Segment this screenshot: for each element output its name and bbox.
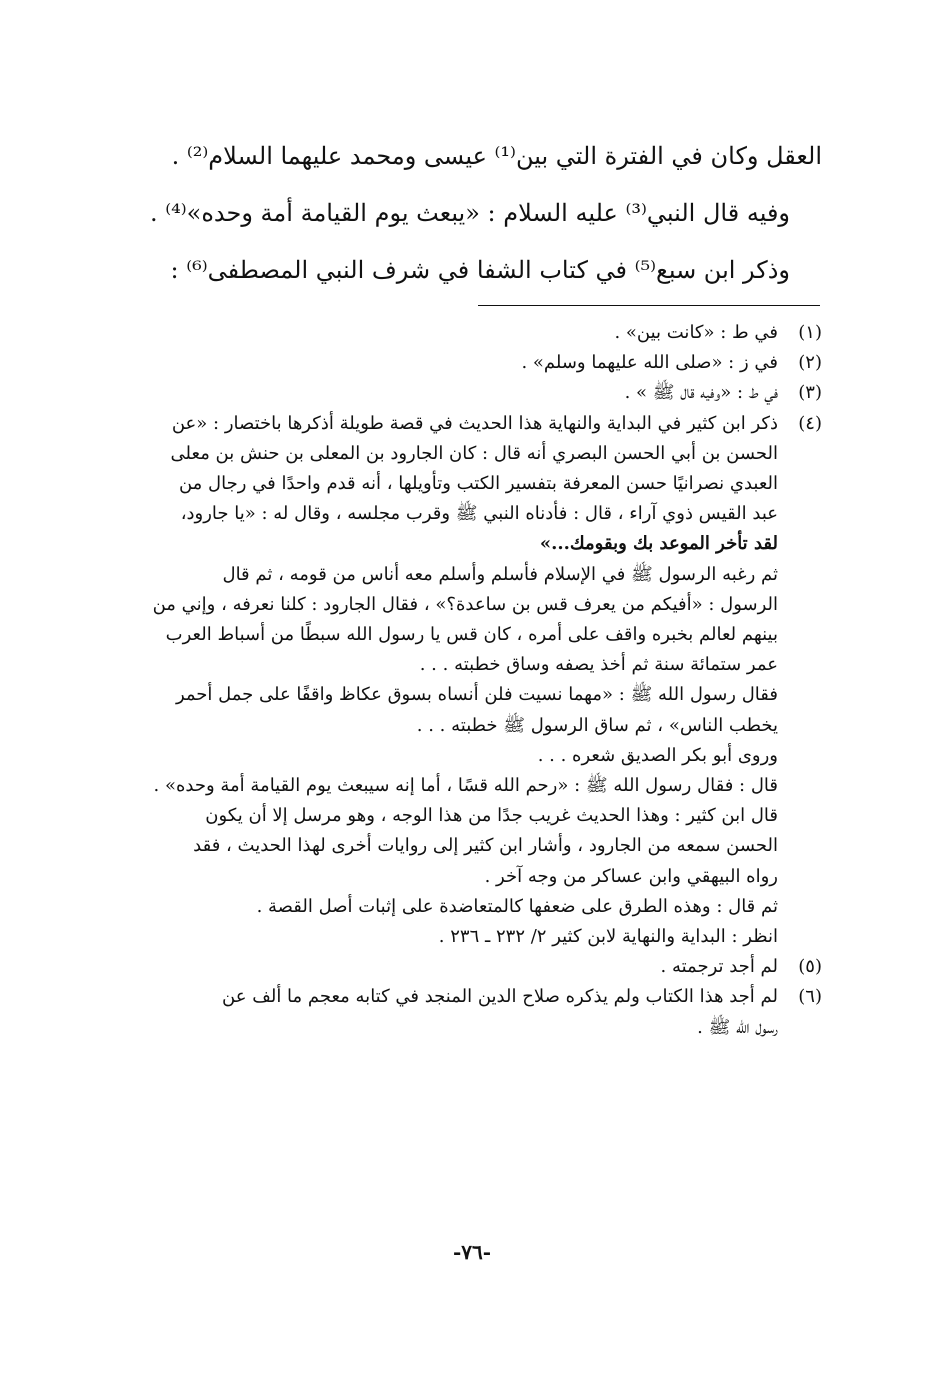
main-line-1: العقل وكان في الفترة التي بين⁽¹⁾ عيسى ومحمد عليهما السلام⁽²⁾ . [171,142,822,170]
main-line-2: وفيه قال النبي⁽³⁾ عليه السلام : «يبعث يوم القيامة أمة وحده»⁽⁴⁾ . [149,199,790,227]
footnote-line: وروى أبو بكر الصديق شعره . . . [537,744,778,766]
footnote-line: قال ابن كثير : وهذا الحديث غريب جدًا من هذا الوجه ، وهو مرسل إلا أن يكون [205,805,778,827]
footnote-number: (٢) [798,352,822,374]
footnote-4 [100,409,822,953]
footnote-line: الحسن بن أبي الحسن البصري أنه قال : كان الجارود بن المعلى بن حنش بن معلى [170,442,778,464]
main-text [100,128,822,299]
footnote-number: (١) [798,322,822,343]
footnote-3 [100,378,822,408]
footnote-number: (٣) [798,382,822,404]
footnote-line: يخطب الناس» ، ثم ساق الرسول ﷺ خطبته . . . [416,714,778,736]
footnote-line: العبدي نصرانيًا حسن المعرفة بتفسير الكتب وتأويلها ، أنه قدم واحدًا في رجال من [178,473,778,495]
footnote-line: بينهم لعالم بخبره واقف على أمره ، كان قس يا رسول الله سبطًا من أسباط العرب [165,624,778,646]
footnote-5 [100,952,822,982]
footnote-line: قال : فقال رسول الله ﷺ : «رحم الله قسًا ، أما إنه سيبعث يوم القيامة أمة وحده» . [153,775,778,797]
footnote-line: عمر ستمائة سنة ثم أخذ يصفه وساق خطبته . . . [419,654,778,676]
footnote-line: انظر : البداية والنهاية لابن كثير ٢/ ٢٣٢ ـ ٢٣٦ . [438,926,778,948]
footnote-divider [478,305,820,306]
footnote-line: فقال رسول الله ﷺ : «مهما نسيت فلن أنساه بسوق عكاظ واقفًا على جمل أحمر [175,684,778,706]
footnote-line: في ط : «وفيه قال ﷺ » . [624,382,778,404]
footnote-1 [100,318,822,348]
footnote-line: رواه البيهقي وابن عساكر من وجه آخر . [484,865,778,887]
footnote-line: لم أجد ترجمته . [660,956,778,978]
footnote-line: ثم رغبه الرسول ﷺ في الإسلام فأسلم وأسلم معه أناس من قومه ، ثم قال [222,563,778,585]
footnote-line: الرسول : «أفيكم من يعرف قس بن ساعدة؟» ، فقال الجارود : كلنا نعرفه ، وإني من [152,593,778,615]
footnote-line: الحسن سمعه من الجارود ، وأشار ابن كثير إلى روايات أخرى لهذا الحديث ، فقد [193,835,778,857]
footnote-line: رسول الله ﷺ . [697,1016,778,1038]
footnote-line: في ط : «كانت بين» . [614,322,778,343]
footnote-line: ثم قال : وهذه الطرق على ضعفها كالمتعاضدة على إثبات أصل القصة . [256,895,778,917]
footnote-line: ذكر ابن كثير في البداية والنهاية هذا الحديث في قصة طويلة أذكرها باختصار : «عن [171,412,778,434]
footnote-line: لقد تأخر الموعد بك وبقومك...» [539,533,778,555]
footnote-6 [100,982,822,1042]
footnote-line: في ز : «صلى الله عليهما وسلم» . [521,352,778,374]
footnote-number: (٦) [798,986,822,1008]
main-line-3: وذكر ابن سبع⁽⁵⁾ في كتاب الشفا في شرف النبي المصطفى⁽⁶⁾ : [170,256,790,284]
footnote-2 [100,348,822,378]
page-number: -٧٦- [452,1240,492,1264]
footnote-number: (٥) [798,956,822,978]
footnote-number: (٤) [798,412,822,434]
footnote-line: عبد القيس ذوي آراء ، قال : فأدناه النبي ﷺ وقرب مجلسه ، وقال له : «يا جارود، [180,503,778,525]
footnote-line: لم أجد هذا الكتاب ولم يذكره صلاح الدين المنجد في كتابه معجم ما ألف عن [222,986,778,1008]
footnotes [100,318,822,1043]
